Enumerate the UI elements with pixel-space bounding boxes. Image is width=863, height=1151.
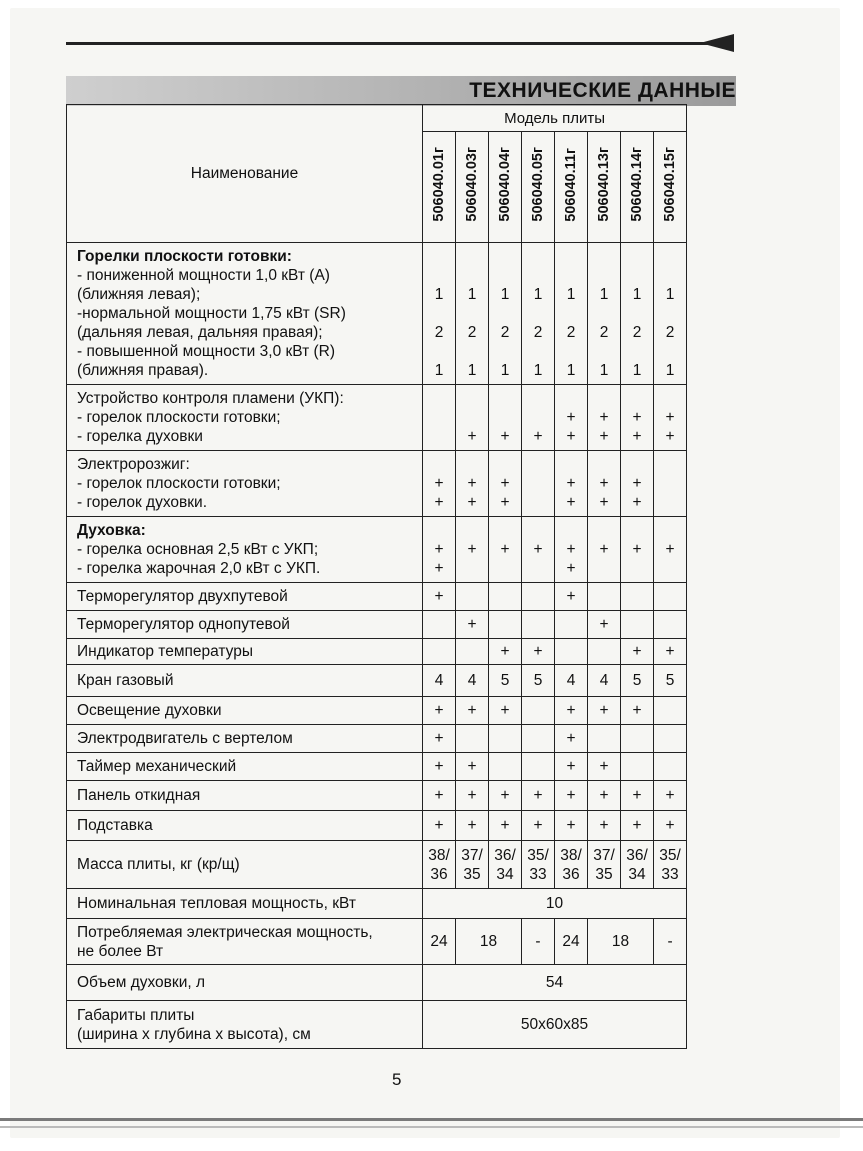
header-model: 506040.04г <box>489 132 522 243</box>
table-cell: + <box>654 517 687 583</box>
table-cell: + + <box>456 451 489 517</box>
table-cell <box>456 583 489 611</box>
table-row <box>67 725 687 753</box>
table-cell <box>522 697 555 725</box>
table-cell: + <box>423 583 456 611</box>
row-label-electric-power: Потребляемая электрическая мощность, не более Вт <box>67 919 423 965</box>
table-cell: + <box>588 753 621 781</box>
table-cell: + + <box>555 385 588 451</box>
table-cell: + <box>654 639 687 665</box>
table-cell <box>489 753 522 781</box>
table-cell: + <box>588 697 621 725</box>
table-cell <box>654 697 687 725</box>
table-cell <box>654 583 687 611</box>
table-cell: + + <box>588 385 621 451</box>
table-cell: 36/ 34 <box>489 841 522 889</box>
table-cell: 1 2 1 <box>456 243 489 385</box>
table-cell <box>522 451 555 517</box>
table-cell: + + <box>489 451 522 517</box>
table-cell: 5 <box>489 665 522 697</box>
table-cell: + + <box>555 517 588 583</box>
table-cell: + <box>588 811 621 841</box>
table-cell: + <box>456 611 489 639</box>
table-cell <box>654 725 687 753</box>
table-cell: 4 <box>423 665 456 697</box>
row-label: Таймер механический <box>67 753 423 781</box>
table-cell <box>489 725 522 753</box>
table-cell: 24 <box>555 919 588 965</box>
table-cell <box>522 611 555 639</box>
table-cell <box>423 385 456 451</box>
table-cell <box>621 753 654 781</box>
row-label: Индикатор температуры <box>67 639 423 665</box>
table-row <box>67 611 687 639</box>
table-cell: + <box>588 517 621 583</box>
header-model: 506040.14г <box>621 132 654 243</box>
table-cell: + <box>555 583 588 611</box>
table-cell <box>522 753 555 781</box>
table-row <box>67 889 687 919</box>
table-cell: 18 <box>588 919 654 965</box>
header-name: Наименование <box>67 105 423 243</box>
table-cell: - <box>654 919 687 965</box>
table-row <box>67 841 687 889</box>
table-cell: 1 2 1 <box>423 243 456 385</box>
page-number: 5 <box>392 1070 402 1089</box>
table-cell: + <box>654 811 687 841</box>
table-cell <box>654 451 687 517</box>
table-row <box>67 753 687 781</box>
table-cell: + <box>423 811 456 841</box>
table-cell: - <box>522 919 555 965</box>
table-cell: + <box>423 725 456 753</box>
table-cell: + <box>456 811 489 841</box>
table-cell: + <box>522 811 555 841</box>
table-cell: + <box>456 753 489 781</box>
row-label-mass: Масса плиты, кг (кр/щ) <box>67 841 423 889</box>
table-cell: + + <box>423 517 456 583</box>
table-cell <box>456 639 489 665</box>
table-cell: 35/ 33 <box>522 841 555 889</box>
table-cell: + <box>522 517 555 583</box>
table-cell: + + <box>555 451 588 517</box>
table-cell: + + <box>654 385 687 451</box>
table-cell: + <box>489 639 522 665</box>
spec-table <box>66 104 687 1049</box>
table-row <box>67 243 687 385</box>
table-cell: 4 <box>588 665 621 697</box>
table-cell <box>654 753 687 781</box>
table-row <box>67 639 687 665</box>
bottom-rule <box>0 1118 863 1121</box>
table-row <box>67 1001 687 1049</box>
table-cell <box>555 639 588 665</box>
header-model: 506040.11г <box>555 132 588 243</box>
table-cell: + + <box>621 451 654 517</box>
table-cell: + <box>621 811 654 841</box>
table-cell: 1 2 1 <box>621 243 654 385</box>
table-cell: 5 <box>654 665 687 697</box>
table-cell: 1 2 1 <box>654 243 687 385</box>
table-cell: 37/ 35 <box>456 841 489 889</box>
table-cell: + <box>423 697 456 725</box>
table-row <box>67 451 687 517</box>
table-cell: 54 <box>423 965 687 1001</box>
table-cell: + <box>489 811 522 841</box>
row-label: Терморегулятор однопутевой <box>67 611 423 639</box>
table-cell: 1 2 1 <box>522 243 555 385</box>
table-cell <box>588 725 621 753</box>
table-cell: + <box>489 385 522 451</box>
table-cell: 37/ 35 <box>588 841 621 889</box>
table-cell: + <box>555 811 588 841</box>
table-cell <box>489 583 522 611</box>
table-cell: 4 <box>456 665 489 697</box>
table-cell: + <box>423 753 456 781</box>
table-cell: + <box>588 611 621 639</box>
table-cell: + <box>621 781 654 811</box>
row-label-ignition: Электророзжиг: - горелок плоскости готовки; - горелок духовки. <box>67 451 423 517</box>
table-row <box>67 385 687 451</box>
table-cell <box>423 639 456 665</box>
row-label: Подставка <box>67 811 423 841</box>
header-model: 506040.15г <box>654 132 687 243</box>
table-cell <box>555 611 588 639</box>
table-cell: + <box>522 639 555 665</box>
table-cell: + <box>555 725 588 753</box>
table-cell: + <box>654 781 687 811</box>
row-label-oven-volume: Объем духовки, л <box>67 965 423 1001</box>
table-cell <box>423 611 456 639</box>
table-cell: 36/ 34 <box>621 841 654 889</box>
table-cell <box>654 611 687 639</box>
bottom-rule-secondary <box>0 1126 863 1128</box>
row-label-dimensions: Габариты плиты (ширина х глубина х высота), см <box>67 1001 423 1049</box>
table-cell <box>489 611 522 639</box>
table-row <box>67 965 687 1001</box>
table-cell <box>456 725 489 753</box>
row-label: Освещение духовки <box>67 697 423 725</box>
table-cell <box>522 725 555 753</box>
table-cell: 38/ 36 <box>555 841 588 889</box>
header-arrow-icon <box>700 34 734 52</box>
table-row <box>67 781 687 811</box>
header-model: 506040.03г <box>456 132 489 243</box>
table-cell: 38/ 36 <box>423 841 456 889</box>
row-label-thermal-power: Номинальная тепловая мощность, кВт <box>67 889 423 919</box>
table-row <box>67 665 687 697</box>
table-cell: + <box>555 753 588 781</box>
row-label: Электродвигатель с вертелом <box>67 725 423 753</box>
table-cell: + <box>456 517 489 583</box>
row-label-burners: Горелки плоскости готовки: - пониженной мощности 1,0 кВт (А) (ближняя левая); -нормальной мощности 1,75 кВт (SR) (дальняя левая, дальняя правая); - повышенной мощности 3,0 кВт (R) (ближняя правая). <box>67 243 423 385</box>
row-label: Кран газовый <box>67 665 423 697</box>
row-label: Терморегулятор двухпутевой <box>67 583 423 611</box>
table-cell: 5 <box>522 665 555 697</box>
row-label: Панель откидная <box>67 781 423 811</box>
header-model: 506040.05г <box>522 132 555 243</box>
table-row <box>67 517 687 583</box>
table-cell <box>588 583 621 611</box>
table-cell: 4 <box>555 665 588 697</box>
table-cell: + <box>456 781 489 811</box>
table-cell: + <box>522 385 555 451</box>
table-cell: 35/ 33 <box>654 841 687 889</box>
table-cell <box>621 583 654 611</box>
header-model: 506040.01г <box>423 132 456 243</box>
table-cell: + <box>456 697 489 725</box>
table-row <box>67 583 687 611</box>
table-cell: + <box>489 781 522 811</box>
table-cell: + + <box>621 385 654 451</box>
table-cell: + <box>489 697 522 725</box>
table-cell <box>621 611 654 639</box>
table-cell <box>621 725 654 753</box>
table-cell <box>522 583 555 611</box>
table-cell: 1 2 1 <box>489 243 522 385</box>
table-cell: + <box>588 781 621 811</box>
table-cell: + <box>621 697 654 725</box>
table-cell: + <box>621 639 654 665</box>
table-cell: + <box>522 781 555 811</box>
table-cell: 5 <box>621 665 654 697</box>
section-title: ТЕХНИЧЕСКИЕ ДАННЫЕ <box>469 79 736 102</box>
table-row <box>67 697 687 725</box>
table-row <box>67 811 687 841</box>
table-cell: + <box>621 517 654 583</box>
header-rule <box>66 42 716 45</box>
row-label-oven: Духовка: - горелка основная 2,5 кВт с УКП; - горелка жарочная 2,0 кВт с УКП. <box>67 517 423 583</box>
table-cell: 18 <box>456 919 522 965</box>
header-model: 506040.13г <box>588 132 621 243</box>
table-cell: 50х60х85 <box>423 1001 687 1049</box>
header-model-group: Модель плиты <box>423 105 687 132</box>
table-cell: 24 <box>423 919 456 965</box>
table-cell: 1 2 1 <box>588 243 621 385</box>
table-cell: + <box>489 517 522 583</box>
table-row <box>67 919 687 965</box>
table-cell: + + <box>423 451 456 517</box>
table-cell: + <box>456 385 489 451</box>
table-cell: + <box>423 781 456 811</box>
table-cell: 1 2 1 <box>555 243 588 385</box>
table-cell: + <box>555 781 588 811</box>
table-cell: + <box>555 697 588 725</box>
table-cell <box>588 639 621 665</box>
table-cell: + + <box>588 451 621 517</box>
row-label-flame-control: Устройство контроля пламени (УКП): - горелок плоскости готовки; - горелка духовки <box>67 385 423 451</box>
table-cell: 10 <box>423 889 687 919</box>
